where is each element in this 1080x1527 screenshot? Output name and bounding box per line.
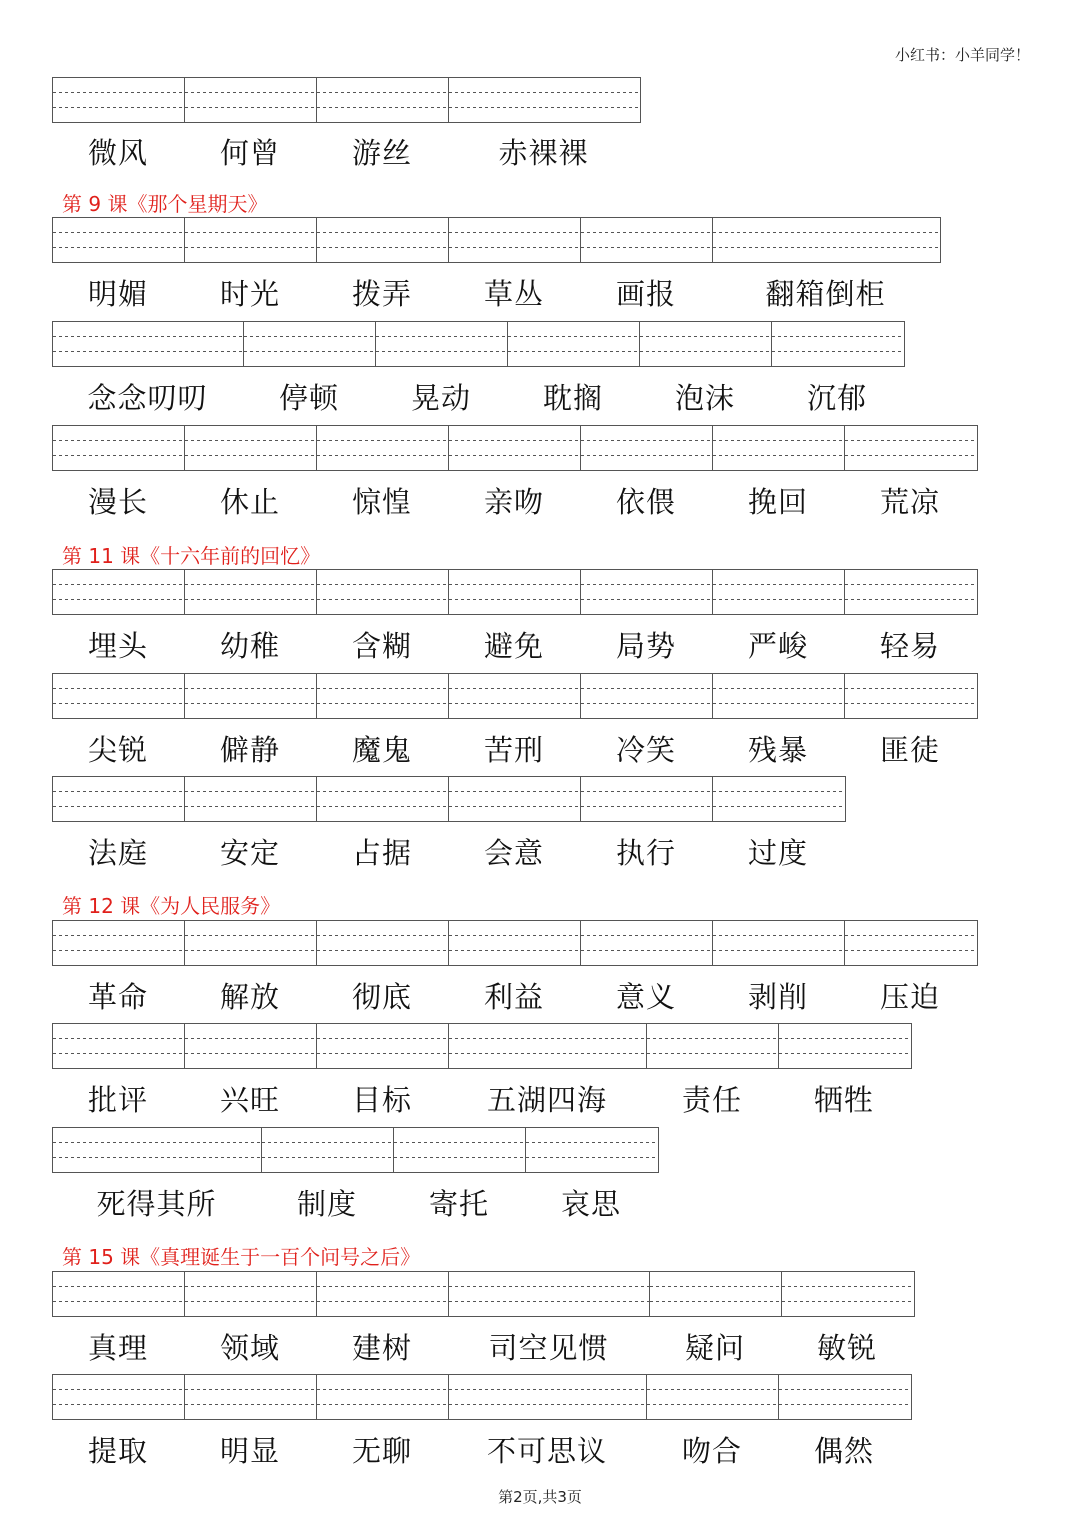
writing-cell[interactable] [449,674,581,718]
writing-cell[interactable] [185,570,317,614]
vocab-word: 利益 [483,980,544,1014]
writing-cell[interactable] [53,1375,185,1419]
writing-cell[interactable] [317,218,449,262]
word-row [52,831,844,870]
vocab-word: 敏锐 [816,1331,877,1365]
writing-cell[interactable] [449,1272,650,1316]
lesson-title: 第 15 课《真理诞生于一百个问号之后》 [62,1245,421,1269]
writing-cell[interactable] [713,777,845,821]
writing-cell[interactable] [845,674,977,718]
vocab-word: 寄托 [428,1187,489,1221]
writing-cell[interactable] [317,674,449,718]
vocab-word: 幼稚 [219,629,280,663]
lesson-title: 第 11 课《十六年前的回忆》 [62,544,321,568]
vocab-word: 制度 [296,1187,357,1221]
writing-cell[interactable] [526,1128,658,1172]
vocab-word: 偶然 [813,1434,874,1468]
word-row [52,975,976,1014]
writing-cell[interactable] [581,570,713,614]
vocab-word: 明显 [219,1434,280,1468]
vocab-word: 革命 [87,980,148,1014]
writing-grid [52,673,978,719]
vocab-word: 晃动 [410,381,471,415]
writing-cell[interactable] [640,322,772,366]
vocab-word: 剥削 [747,980,808,1014]
vocab-word: 批评 [87,1083,148,1117]
writing-cell[interactable] [581,218,713,262]
vocab-word: 僻静 [219,733,280,767]
writing-cell[interactable] [845,921,977,965]
writing-cell[interactable] [647,1024,779,1068]
vocab-word: 领域 [219,1331,280,1365]
writing-cell[interactable] [449,921,581,965]
writing-cell[interactable] [53,1128,262,1172]
word-row [52,728,976,767]
writing-cell[interactable] [845,570,977,614]
vocab-word: 提取 [87,1434,148,1468]
writing-cell[interactable] [185,1375,317,1419]
writing-cell[interactable] [317,777,449,821]
vocab-word: 漫长 [87,485,148,519]
vocab-word: 五湖四海 [486,1083,607,1117]
writing-cell[interactable] [845,426,977,470]
writing-cell[interactable] [779,1375,911,1419]
writing-cell[interactable] [647,1375,779,1419]
writing-cell[interactable] [449,1024,647,1068]
word-row [52,624,976,663]
vocab-word: 真理 [87,1331,148,1365]
vocab-word: 惊惶 [351,485,412,519]
vocab-word: 死得其所 [96,1187,217,1221]
writing-cell[interactable] [581,921,713,965]
vocab-word: 兴旺 [219,1083,280,1117]
writing-cell[interactable] [53,777,185,821]
vocab-word: 微风 [87,136,148,170]
writing-cell[interactable] [53,1024,185,1068]
vocab-word: 解放 [219,980,280,1014]
writing-grid [52,77,641,123]
vocab-word: 耽搁 [542,381,603,415]
writing-cell[interactable] [185,426,317,470]
vocab-word: 苦刑 [483,733,544,767]
writing-cell[interactable] [317,1375,449,1419]
word-row [52,131,639,170]
vocab-word: 赤裸裸 [498,136,589,170]
writing-cell[interactable] [376,322,508,366]
writing-cell[interactable] [262,1128,394,1172]
vocab-word: 建树 [351,1331,412,1365]
writing-grid [52,569,978,615]
writing-cell[interactable] [185,1024,317,1068]
writing-cell[interactable] [713,426,845,470]
vocab-word: 尖锐 [87,733,148,767]
word-row [52,1182,657,1221]
writing-cell[interactable] [53,322,244,366]
writing-cell[interactable] [779,1024,911,1068]
writing-cell[interactable] [713,570,845,614]
writing-cell[interactable] [449,218,581,262]
writing-grid [52,1374,912,1420]
writing-cell[interactable] [449,570,581,614]
vocab-word: 哀思 [560,1187,621,1221]
writing-cell[interactable] [53,426,185,470]
vocab-word: 压迫 [879,980,940,1014]
vocab-word: 荒凉 [879,485,940,519]
writing-cell[interactable] [650,1272,782,1316]
vocab-word: 依偎 [615,485,676,519]
vocab-word: 魔鬼 [351,733,412,767]
word-row [52,480,976,519]
vocab-word: 责任 [681,1083,742,1117]
writing-grid [52,321,905,367]
vocab-word: 执行 [615,836,676,870]
vocab-word: 冷笑 [615,733,676,767]
vocab-word: 画报 [615,277,676,311]
vocab-word: 残暴 [747,733,808,767]
vocab-word: 安定 [219,836,280,870]
vocab-word: 匪徒 [879,733,940,767]
writing-cell[interactable] [317,1024,449,1068]
writing-cell[interactable] [581,777,713,821]
writing-cell[interactable] [185,674,317,718]
writing-cell[interactable] [581,426,713,470]
vocab-word: 司空见惯 [488,1331,609,1365]
writing-grid [52,920,978,966]
vocab-word: 轻易 [879,629,940,663]
word-row [52,376,903,415]
vocab-word: 何曾 [219,136,280,170]
vocab-word: 局势 [615,629,676,663]
vocab-word: 沉郁 [806,381,867,415]
vocab-word: 法庭 [87,836,148,870]
vocab-word: 彻底 [351,980,412,1014]
writing-cell[interactable] [244,322,376,366]
vocab-word: 挽回 [747,485,808,519]
writing-cell[interactable] [185,78,317,122]
lesson-title: 第 9 课《那个星期天》 [62,192,268,216]
writing-grid [52,217,941,263]
vocab-word: 亲吻 [483,485,544,519]
vocab-word: 埋头 [87,629,148,663]
vocab-word: 避免 [483,629,544,663]
writing-cell[interactable] [317,1272,449,1316]
vocab-word: 严峻 [747,629,808,663]
vocab-word: 念念叨叨 [87,381,208,415]
vocab-word: 意义 [615,980,676,1014]
writing-cell[interactable] [53,570,185,614]
writing-grid [52,776,846,822]
writing-cell[interactable] [772,322,904,366]
vocab-word: 休止 [219,485,280,519]
writing-cell[interactable] [449,777,581,821]
vocab-word: 泡沫 [674,381,735,415]
writing-grid [52,1271,915,1317]
writing-cell[interactable] [449,1375,647,1419]
vocab-word: 游丝 [351,136,412,170]
vocab-word: 含糊 [351,629,412,663]
writing-cell[interactable] [185,1272,317,1316]
writing-grid [52,1023,912,1069]
vocab-word: 不可思议 [486,1434,607,1468]
writing-cell[interactable] [449,426,581,470]
vocab-word: 占据 [351,836,412,870]
writing-cell[interactable] [185,777,317,821]
writing-cell[interactable] [317,570,449,614]
writing-cell[interactable] [185,921,317,965]
writing-cell[interactable] [713,674,845,718]
word-row [52,1326,913,1365]
vocab-word: 明媚 [87,277,148,311]
writing-cell[interactable] [581,674,713,718]
writing-cell[interactable] [317,78,449,122]
writing-cell[interactable] [53,1272,185,1316]
writing-cell[interactable] [53,78,185,122]
vocab-word: 停顿 [278,381,339,415]
writing-cell[interactable] [508,322,640,366]
writing-cell[interactable] [317,921,449,965]
writing-cell[interactable] [53,218,185,262]
writing-cell[interactable] [394,1128,526,1172]
vocab-word: 过度 [747,836,808,870]
vocab-word: 疑问 [684,1331,745,1365]
word-row [52,272,939,311]
vocab-word: 牺牲 [813,1083,874,1117]
writing-grid [52,425,978,471]
writing-cell[interactable] [185,218,317,262]
writing-cell[interactable] [782,1272,914,1316]
vocab-word: 目标 [351,1083,412,1117]
writing-cell[interactable] [53,674,185,718]
writing-cell[interactable] [317,426,449,470]
writing-cell[interactable] [713,921,845,965]
vocab-word: 时光 [219,277,280,311]
lesson-title: 第 12 课《为人民服务》 [62,894,281,918]
vocab-word: 草丛 [483,277,544,311]
vocab-word: 吻合 [681,1434,742,1468]
vocab-word: 会意 [483,836,544,870]
writing-cell[interactable] [449,78,640,122]
vocab-word: 翻箱倒柜 [765,277,886,311]
writing-cell[interactable] [713,218,940,262]
vocab-word: 无聊 [351,1434,412,1468]
page-footer: 第2页,共3页 [498,1488,582,1506]
writing-grid [52,1127,659,1173]
vocab-word: 拨弄 [351,277,412,311]
page-header: 小红书：小羊同学！ [894,46,1030,64]
writing-cell[interactable] [53,921,185,965]
word-row [52,1429,910,1468]
word-row [52,1078,910,1117]
